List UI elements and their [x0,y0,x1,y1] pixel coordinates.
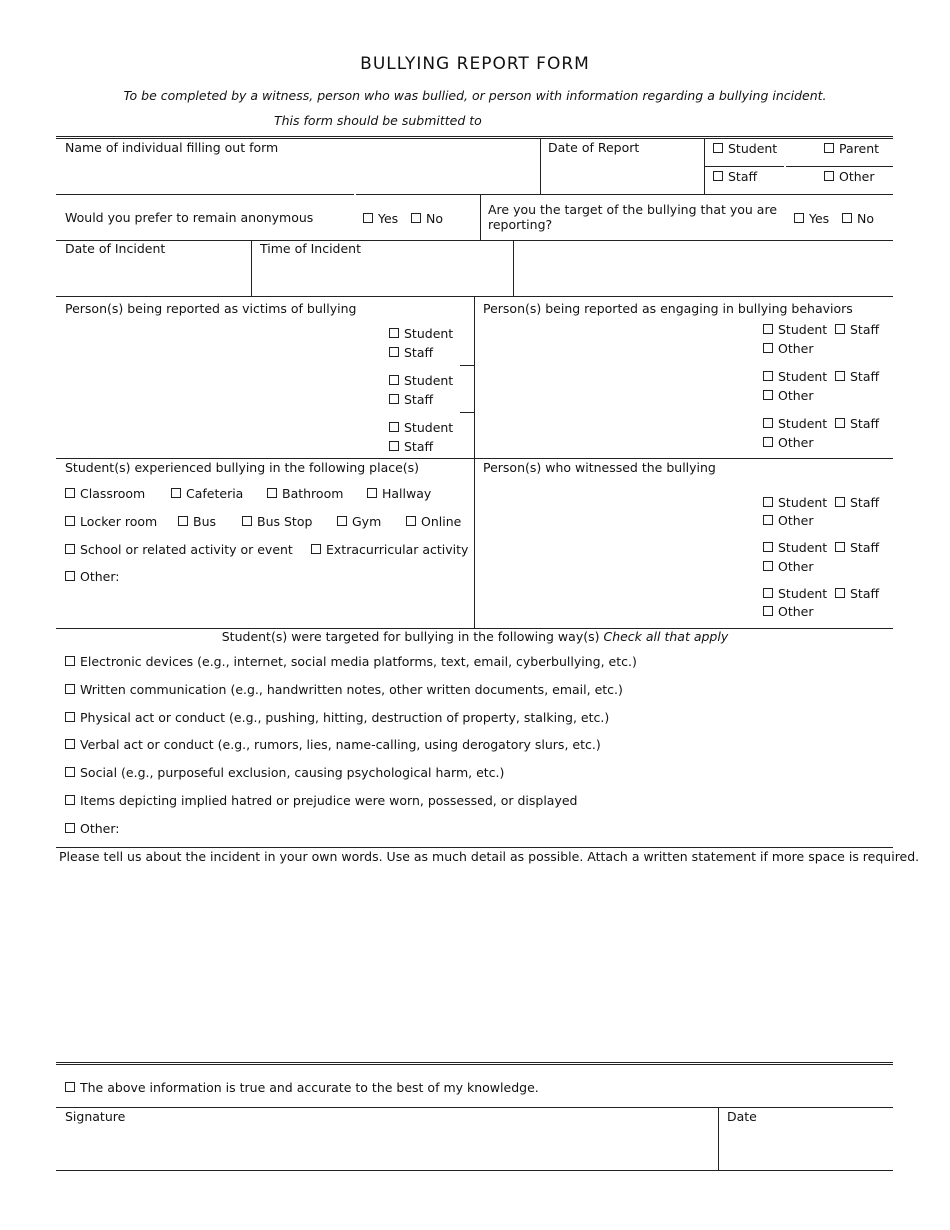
place-bus-stop-label: Bus Stop [257,514,313,529]
name-field[interactable] [64,160,533,190]
witness-student-checkbox[interactable] [763,586,827,601]
way-electronic-label: Electronic devices (e.g., internet, social media platforms, text, email, cyberbullying, etc.) [80,654,637,669]
checkbox-icon [824,171,834,181]
bully-name-field[interactable] [483,326,757,348]
witness-student-label: Student [778,495,828,510]
checkbox-icon [763,515,773,525]
bully-other-label: Other [778,388,814,403]
bully-other-label: Other [778,435,814,450]
checkbox-icon [835,418,845,428]
witness-student-checkbox[interactable] [763,540,827,555]
checkbox-icon [763,418,773,428]
checkbox-icon [389,375,399,385]
victim-staff-checkbox[interactable] [389,392,433,407]
place-bus-label: Bus [193,514,217,529]
way-physical-label: Physical act or conduct (e.g., pushing, hitting, destruction of property, stalking, etc.) [80,710,610,725]
victim-name-field[interactable] [64,330,383,352]
date-of-report-label: Date of Report [548,140,640,155]
bully-staff-label: Staff [850,322,880,337]
witness-name-field[interactable] [483,499,757,521]
target-no-checkbox[interactable] [842,211,874,226]
victim-student-label: Student [404,373,454,388]
bully-other-checkbox[interactable] [763,435,814,450]
checkbox-icon [763,371,773,381]
bully-staff-label: Staff [850,416,880,431]
name-label: Name of individual filling out form [65,140,279,155]
victims-label: Person(s) being reported as victims of bullying [65,301,357,316]
checkbox-icon [65,739,75,749]
bully-student-label: Student [778,416,828,431]
place-cafeteria-label: Cafeteria [186,486,244,501]
checkbox-icon [713,143,723,153]
time-of-incident-field[interactable] [259,262,508,292]
way-social-checkbox[interactable] [65,765,504,780]
checkbox-icon [835,588,845,598]
anonymous-yes-checkbox[interactable] [363,211,398,226]
time-of-incident-label: Time of Incident [260,241,361,256]
way-other-checkbox[interactable] [65,821,119,836]
witness-student-label: Student [778,586,828,601]
checkbox-icon [763,588,773,598]
place-online-label: Online [421,514,462,529]
checkbox-icon [367,488,377,498]
role-staff-checkbox[interactable] [713,169,757,184]
checkbox-icon [337,516,347,526]
victim-student-checkbox[interactable] [389,326,453,341]
place-gym-label: Gym [352,514,382,529]
bully-student-label: Student [778,369,828,384]
checkbox-icon [65,544,75,554]
anonymous-yes-label: Yes [378,211,399,226]
checkbox-icon [389,347,399,357]
checkbox-icon [363,213,373,223]
date-of-report-field[interactable] [548,160,702,190]
victim-name-field[interactable] [64,424,383,446]
checkbox-icon [824,143,834,153]
checkbox-icon [267,488,277,498]
role-parent-label: Parent [839,141,880,156]
bully-staff-checkbox[interactable] [835,322,879,337]
checkbox-icon [411,213,421,223]
witness-staff-checkbox[interactable] [835,495,879,510]
date-of-incident-label: Date of Incident [65,241,166,256]
submit-to-label: This form should be submitted to [274,113,482,128]
way-other-field[interactable] [124,818,888,840]
checkbox-icon [835,371,845,381]
place-bathroom-label: Bathroom [282,486,344,501]
way-electronic-checkbox[interactable] [65,654,637,669]
checkbox-icon [65,656,75,666]
place-hallway-checkbox[interactable] [367,486,431,501]
submit-to-field[interactable] [480,110,884,130]
checkbox-icon [178,516,188,526]
victim-staff-checkbox[interactable] [389,439,433,454]
anonymous-no-label: No [426,211,443,226]
place-classroom-checkbox[interactable] [65,486,145,501]
date-label: Date [727,1109,757,1124]
way-social-label: Social (e.g., purposeful exclusion, causing psychological harm, etc.) [80,765,505,780]
witness-student-label: Student [778,540,828,555]
signature-field[interactable] [64,1130,713,1166]
place-other-label: Other: [80,569,120,584]
checkbox-icon [65,571,75,581]
witness-name-field[interactable] [483,590,757,612]
target-question: Are you the target of the bullying that you are reporting? [488,202,778,232]
place-school-event-checkbox[interactable] [65,542,293,557]
way-verbal-label: Verbal act or conduct (e.g., rumors, lies, name-calling, using derogatory slurs, etc.) [80,737,601,752]
attest-checkbox[interactable] [65,1080,539,1095]
witness-other-checkbox[interactable] [763,604,814,619]
checkbox-icon [389,328,399,338]
witness-staff-label: Staff [850,586,880,601]
place-classroom-label: Classroom [80,486,146,501]
form-subtitle: To be completed by a witness, person who was bullied, or person with information regarding a bullying incident. [123,88,827,103]
bully-other-checkbox[interactable] [763,388,814,403]
witness-staff-checkbox[interactable] [835,586,879,601]
checkbox-icon [65,795,75,805]
checkbox-icon [406,516,416,526]
victim-staff-checkbox[interactable] [389,345,433,360]
form-title: BULLYING REPORT FORM [360,54,590,74]
way-physical-checkbox[interactable] [65,710,609,725]
place-online-checkbox[interactable] [406,514,461,529]
places-label: Student(s) experienced bullying in the following place(s) [65,460,420,475]
role-student-label: Student [728,141,778,156]
anonymous-no-checkbox[interactable] [411,211,443,226]
bully-name-field[interactable] [483,373,757,395]
victim-student-checkbox[interactable] [389,373,453,388]
checkbox-icon [763,437,773,447]
checkbox-icon [794,213,804,223]
place-other-checkbox[interactable] [65,569,119,584]
checkbox-icon [763,324,773,334]
place-locker-room-label: Locker room [80,514,158,529]
witness-other-label: Other [778,604,814,619]
place-bus-checkbox[interactable] [178,514,216,529]
bully-staff-label: Staff [850,369,880,384]
checkbox-icon [389,422,399,432]
ways-note: Check all that apply [603,629,729,644]
target-yes-checkbox[interactable] [794,211,829,226]
place-hallway-label: Hallway [382,486,432,501]
bully-other-checkbox[interactable] [763,341,814,356]
checkbox-icon [65,823,75,833]
place-locker-room-checkbox[interactable] [65,514,157,529]
role-staff-label: Staff [728,169,758,184]
way-items-hatred-checkbox[interactable] [65,793,577,808]
checkbox-icon [65,712,75,722]
ways-label: Student(s) were targeted for bullying in the following way(s) [221,629,600,644]
target-yes-label: Yes [809,211,830,226]
place-bathroom-checkbox[interactable] [267,486,343,501]
witness-staff-label: Staff [850,495,880,510]
place-extracurricular-label: Extracurricular activity [326,542,469,557]
way-written-label: Written communication (e.g., handwritten notes, other written documents, email, etc.) [80,682,623,697]
anonymous-question: Would you prefer to remain anonymous [65,210,314,225]
signature-label: Signature [65,1109,126,1124]
victim-name-field[interactable] [64,377,383,399]
place-other-field[interactable] [124,566,468,588]
bully-student-checkbox[interactable] [763,416,827,431]
ways-header [0,629,950,644]
bully-student-checkbox[interactable] [763,369,827,384]
place-extracurricular-checkbox[interactable] [311,542,468,557]
signature-date-field[interactable] [726,1130,890,1166]
checkbox-icon [835,542,845,552]
place-cafeteria-checkbox[interactable] [171,486,243,501]
witness-other-label: Other [778,513,814,528]
place-gym-checkbox[interactable] [337,514,381,529]
checkbox-icon [389,441,399,451]
checkbox-icon [242,516,252,526]
place-bus-stop-checkbox[interactable] [242,514,312,529]
victim-student-checkbox[interactable] [389,420,453,435]
victim-staff-label: Staff [404,345,434,360]
checkbox-icon [835,324,845,334]
checkbox-icon [389,394,399,404]
checkbox-icon [842,213,852,223]
checkbox-icon [713,171,723,181]
bully-name-field[interactable] [483,420,757,442]
way-verbal-checkbox[interactable] [65,737,601,752]
bully-student-checkbox[interactable] [763,322,827,337]
witness-staff-checkbox[interactable] [835,540,879,555]
victim-student-label: Student [404,326,454,341]
target-no-label: No [857,211,874,226]
witness-name-field[interactable] [483,544,757,566]
witness-other-checkbox[interactable] [763,513,814,528]
way-written-checkbox[interactable] [65,682,623,697]
bully-staff-checkbox[interactable] [835,416,879,431]
victim-student-label: Student [404,420,454,435]
checkbox-icon [65,488,75,498]
witness-other-label: Other [778,559,814,574]
checkbox-icon [65,516,75,526]
witnesses-label: Person(s) who witnessed the bullying [483,460,716,475]
checkbox-icon [763,390,773,400]
incident-extra-field[interactable] [520,262,889,292]
checkbox-icon [763,497,773,507]
date-of-incident-field[interactable] [64,262,248,292]
checkbox-icon [311,544,321,554]
place-school-event-label: School or related activity or event [80,542,293,557]
bully-other-label: Other [778,341,814,356]
attest-label: The above information is true and accurate to the best of my knowledge. [80,1080,539,1095]
checkbox-icon [65,684,75,694]
checkbox-icon [65,1082,75,1092]
way-items-hatred-label: Items depicting implied hatred or prejudice were worn, possessed, or displayed [80,793,578,808]
checkbox-icon [763,606,773,616]
witness-student-checkbox[interactable] [763,495,827,510]
role-parent-checkbox[interactable] [824,141,879,156]
checkbox-icon [65,767,75,777]
witness-staff-label: Staff [850,540,880,555]
bully-student-label: Student [778,322,828,337]
way-other-label: Other: [80,821,120,836]
victim-staff-label: Staff [404,439,434,454]
checkbox-icon [763,542,773,552]
checkbox-icon [835,497,845,507]
victim-staff-label: Staff [404,392,434,407]
narrative-label: Please tell us about the incident in your own words. Use as much detail as possible. Attach a written statement if more space is required. [59,849,920,864]
checkbox-icon [171,488,181,498]
role-student-checkbox[interactable] [713,141,777,156]
checkbox-icon [763,561,773,571]
checkbox-icon [763,343,773,353]
role-other-checkbox[interactable] [824,169,875,184]
witness-other-checkbox[interactable] [763,559,814,574]
bullies-label: Person(s) being reported as engaging in bullying behaviors [483,301,853,316]
narrative-field[interactable] [60,870,892,1060]
bully-staff-checkbox[interactable] [835,369,879,384]
role-other-label: Other [839,169,875,184]
